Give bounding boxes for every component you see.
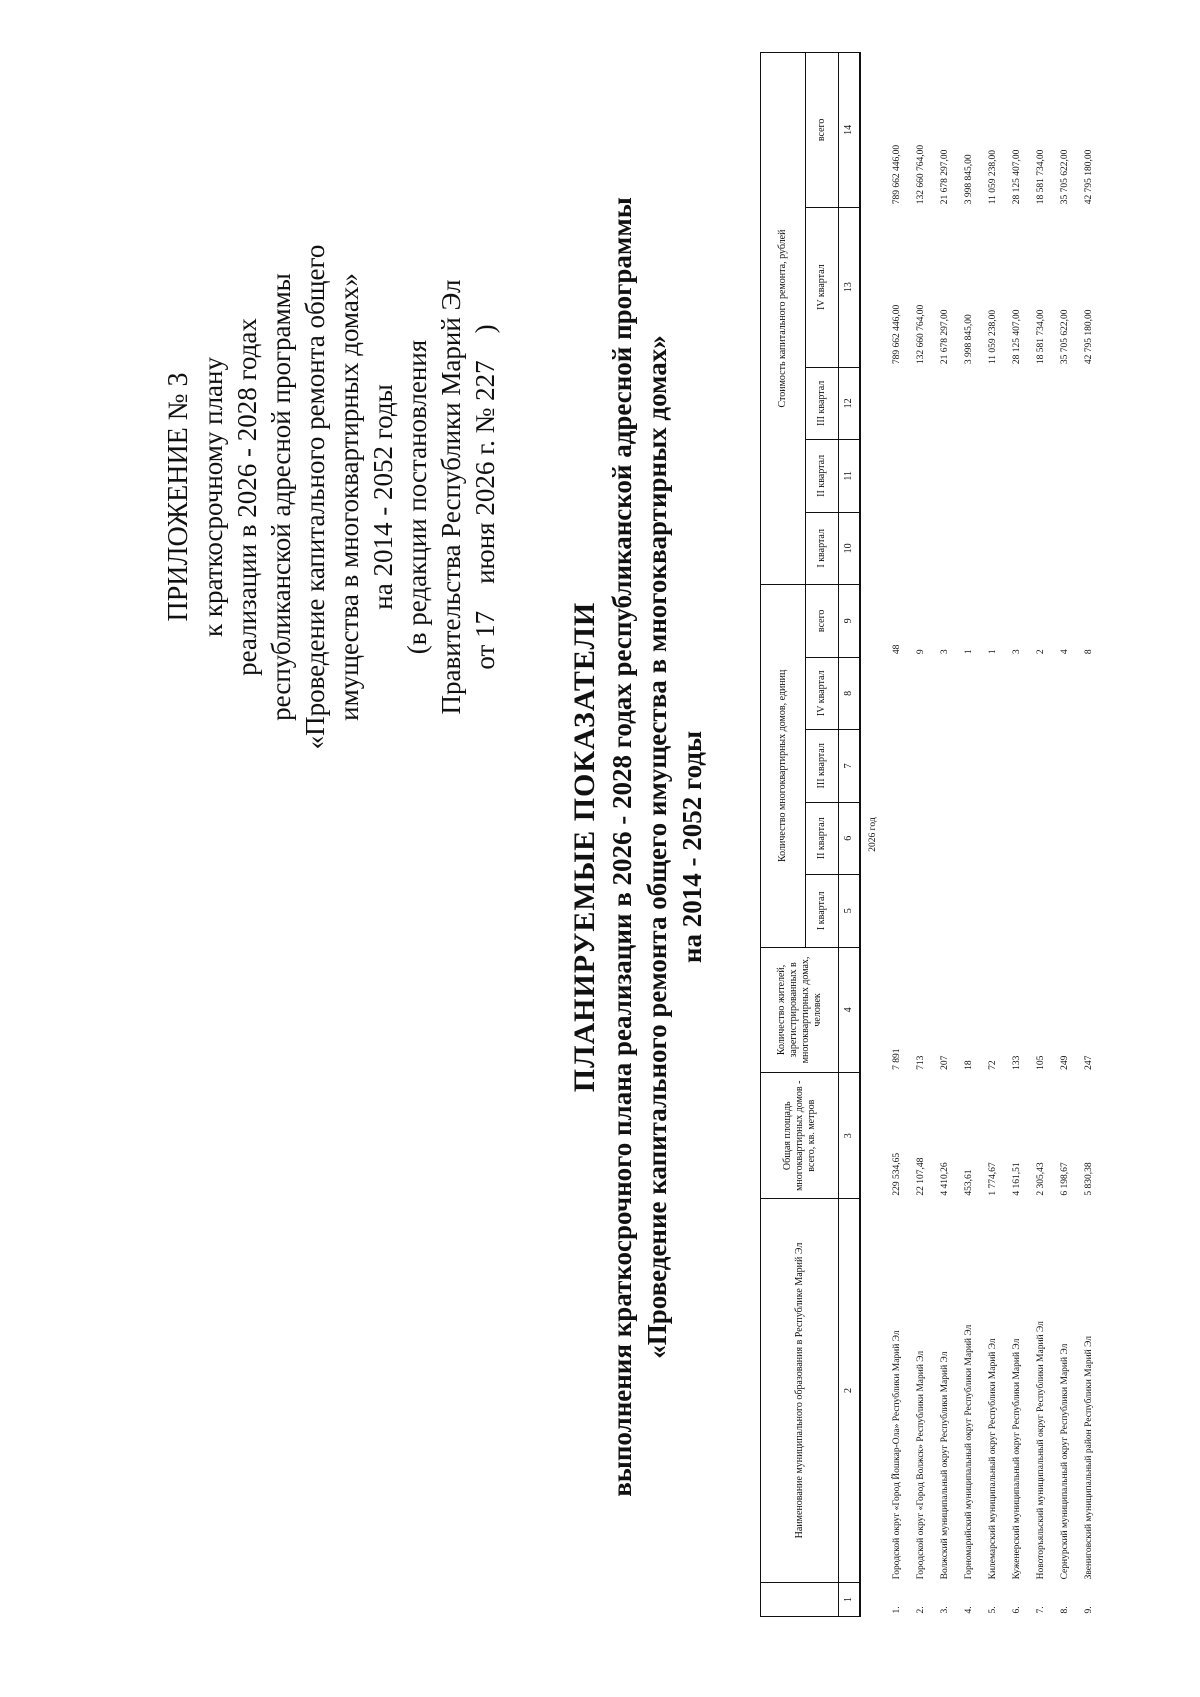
municipality-name: Новоторъяльский муниципальный округ Республики Марий Эл	[1036, 1321, 1046, 1580]
houses-total: 3	[1012, 649, 1022, 655]
houses-q3	[1029, 730, 1053, 802]
houses-q1	[1005, 875, 1029, 947]
total-area: 229 534,65	[892, 1152, 902, 1196]
houses-q2	[981, 802, 1005, 874]
municipality-name: Звениговский муниципальный район Республики Марий Эл	[1084, 1335, 1094, 1580]
annex-date-line: от 17 июня 2026 г. № 227 )	[470, 324, 500, 670]
document-subtitle: выполнения краткосрочного плана реализации в 2026 - 2028 годах республиканской адресной программы	[607, 197, 637, 1497]
header-houses-q1: I квартал	[806, 875, 839, 947]
cost-total: 132 660 764,00	[916, 144, 926, 205]
table-row	[1005, 53, 1029, 1617]
column-number: 12	[839, 367, 861, 439]
cost-q1	[1005, 512, 1029, 584]
annex-line: (в редакции постановления	[402, 339, 432, 655]
residents-count: 7 891	[892, 1048, 902, 1070]
document-subtitle: на 2014 - 2052 годы	[677, 730, 707, 964]
cost-q4: 3 998 845,00	[964, 314, 974, 365]
houses-q4	[933, 657, 957, 729]
houses-q1	[1053, 875, 1077, 947]
row-number: 1.	[892, 1606, 902, 1614]
total-area: 4 161,51	[1012, 1162, 1022, 1196]
cost-total: 789 662 446,00	[892, 144, 902, 205]
municipality-name: Городской округ «Город Волжск» Республики Марий Эл	[916, 1350, 926, 1580]
cost-q4: 21 678 297,00	[940, 309, 950, 365]
cost-q1	[981, 512, 1005, 584]
houses-q2	[933, 802, 957, 874]
cost-q1	[909, 512, 933, 584]
cost-q3	[885, 367, 909, 439]
cost-q2	[1005, 440, 1029, 512]
houses-q1	[1077, 875, 1101, 947]
column-number: 9	[839, 585, 861, 658]
cost-q2	[1077, 440, 1101, 512]
header-cost-q2: II квартал	[806, 440, 839, 512]
header-name: Наименование муниципального образования в Республике Марий Эл	[761, 1199, 839, 1583]
total-area: 22 107,48	[916, 1157, 926, 1196]
annex-line: реализации в 2026 - 2028 годах	[232, 318, 262, 676]
houses-total: 1	[988, 649, 998, 655]
row-number: 2.	[916, 1606, 926, 1614]
houses-q2	[957, 802, 981, 874]
houses-total: 3	[940, 649, 950, 655]
houses-q2	[1053, 802, 1077, 874]
cost-q3	[981, 367, 1005, 439]
houses-q4	[1077, 657, 1101, 729]
cost-total: 21 678 297,00	[940, 149, 950, 205]
cost-q2	[981, 440, 1005, 512]
cost-q4: 18 581 734,00	[1036, 309, 1046, 365]
houses-q2	[1029, 802, 1053, 874]
header-houses-group: Количество многоквартирных домов, единиц	[761, 585, 806, 947]
total-area: 1 774,67	[988, 1162, 998, 1196]
cost-total: 11 059 238,00	[988, 149, 998, 205]
cost-q4: 42 795 180,00	[1084, 309, 1094, 365]
cost-q3	[957, 367, 981, 439]
document-title-block	[565, 17, 710, 1677]
cost-q3	[909, 367, 933, 439]
cost-q3	[1053, 367, 1077, 439]
residents-count: 105	[1036, 1055, 1046, 1070]
column-number: 2	[839, 1199, 861, 1583]
municipality-name: Килемарский муниципальный округ Республики Марий Эл	[988, 1338, 998, 1580]
column-number: 1	[839, 1582, 861, 1616]
table-row	[909, 53, 933, 1617]
cost-q1	[1029, 512, 1053, 584]
annex-line: «Проведение капитального ремонта общего	[300, 244, 330, 750]
residents-count: 249	[1060, 1055, 1070, 1070]
row-number: 6.	[1012, 1606, 1022, 1614]
residents-count: 247	[1084, 1055, 1094, 1070]
header-area: Общая площадь многоквартирных домов - всего, кв. метров	[761, 1073, 839, 1199]
annex-block	[162, 187, 502, 807]
cost-q2	[1053, 440, 1077, 512]
header-residents: Количество жителей, зарегистрированных в многоквартирных домах, человек	[761, 947, 839, 1073]
houses-q3	[885, 730, 909, 802]
indicators-table	[760, 52, 1101, 1617]
table-row	[957, 53, 981, 1617]
cost-q1	[957, 512, 981, 584]
header-cost-group: Стоимость капитального ремонта, рублей	[761, 53, 806, 585]
cost-q3	[933, 367, 957, 439]
houses-q3	[1077, 730, 1101, 802]
row-number: 8.	[1060, 1606, 1070, 1614]
annex-line: на 2014 - 2052 годы	[368, 384, 398, 610]
houses-q3	[909, 730, 933, 802]
header-cost-q1: I квартал	[806, 512, 839, 584]
cost-total: 35 705 622,00	[1060, 149, 1070, 205]
cost-total: 3 998 845,00	[964, 154, 974, 205]
houses-q4	[885, 657, 909, 729]
houses-q1	[1029, 875, 1053, 947]
houses-q3	[1053, 730, 1077, 802]
header-cost-total: всего	[806, 53, 839, 208]
column-number: 7	[839, 730, 861, 802]
houses-q4	[1005, 657, 1029, 729]
houses-q2	[1077, 802, 1101, 874]
municipality-name: Городской округ «Город Йошкар-Ола» Республики Марий Эл	[892, 1330, 902, 1580]
houses-q4	[909, 657, 933, 729]
column-number: 4	[839, 947, 861, 1073]
column-number: 6	[839, 802, 861, 874]
column-number: 13	[839, 207, 861, 367]
cost-q1	[1053, 512, 1077, 584]
header-index	[761, 1582, 839, 1616]
total-area: 2 305,43	[1036, 1162, 1046, 1196]
table-row	[885, 53, 909, 1617]
houses-q1	[909, 875, 933, 947]
total-area: 453,61	[964, 1169, 974, 1196]
table-row	[1029, 53, 1053, 1617]
document-title: ПЛАНИРУЕМЫЕ ПОКАЗАТЕЛИ	[568, 601, 601, 1093]
row-number: 9.	[1084, 1606, 1094, 1614]
houses-q4	[1029, 657, 1053, 729]
row-number: 5.	[988, 1606, 998, 1614]
header-houses-q3: III квартал	[806, 730, 839, 802]
municipality-name: Куженерский муниципальный округ Республики Марий Эл	[1012, 1338, 1022, 1580]
residents-count: 713	[916, 1055, 926, 1070]
cost-total: 28 125 407,00	[1012, 149, 1022, 205]
column-number: 10	[839, 512, 861, 584]
houses-q1	[885, 875, 909, 947]
cost-q4: 789 662 446,00	[892, 304, 902, 365]
houses-q1	[933, 875, 957, 947]
houses-q3	[981, 730, 1005, 802]
header-cost-q3: III квартал	[806, 367, 839, 439]
column-number: 8	[839, 657, 861, 729]
houses-total: 2	[1036, 649, 1046, 655]
cost-q1	[1077, 512, 1101, 584]
cost-q2	[909, 440, 933, 512]
total-area: 6 198,67	[1060, 1162, 1070, 1196]
houses-total: 8	[1084, 649, 1094, 655]
cost-q2	[1029, 440, 1053, 512]
municipality-name: Горномарийский муниципальный округ Республики Марий Эл	[964, 1324, 974, 1580]
houses-q3	[957, 730, 981, 802]
cost-q3	[1029, 367, 1053, 439]
cost-q3	[1005, 367, 1029, 439]
houses-q2	[909, 802, 933, 874]
cost-q1	[933, 512, 957, 584]
document-subtitle: «Проведение капитального ремонта общего имущества в многоквартирных домах»	[642, 335, 672, 1359]
column-number: 14	[839, 53, 861, 208]
houses-total: 1	[964, 649, 974, 655]
houses-q2	[1005, 802, 1029, 874]
residents-count: 72	[988, 1060, 998, 1070]
header-houses-total: всего	[806, 585, 839, 658]
total-area: 4 410,26	[940, 1162, 950, 1196]
annex-line: имущества в многоквартирных домах»	[334, 273, 364, 721]
row-number: 4.	[964, 1606, 974, 1614]
houses-q2	[885, 802, 909, 874]
header-cost-q4: IV квартал	[806, 207, 839, 367]
houses-q3	[933, 730, 957, 802]
municipality-name: Сернурский муниципальный округ Республики Марий Эл	[1060, 1343, 1070, 1580]
cost-q1	[885, 512, 909, 584]
table-row	[1053, 53, 1077, 1617]
houses-total: 9	[916, 649, 926, 655]
annex-line: к краткосрочному плану	[198, 357, 228, 637]
houses-total: 48	[892, 644, 902, 655]
annex-line: республиканской адресной программы	[266, 273, 296, 721]
total-area: 5 830,38	[1084, 1162, 1094, 1196]
column-number: 5	[839, 875, 861, 947]
annex-line: Правительства Республики Марий Эл	[436, 279, 466, 715]
residents-count: 133	[1012, 1055, 1022, 1070]
annex-title: ПРИЛОЖЕНИЕ № 3	[163, 372, 194, 622]
year-row	[860, 53, 885, 1617]
table-row	[981, 53, 1005, 1617]
column-number: 11	[839, 440, 861, 512]
cost-q4: 28 125 407,00	[1012, 309, 1022, 365]
municipality-name: Волжский муниципальный округ Республики Марий Эл	[940, 1351, 950, 1580]
houses-q1	[981, 875, 1005, 947]
houses-q1	[957, 875, 981, 947]
cost-q3	[1077, 367, 1101, 439]
houses-q4	[981, 657, 1005, 729]
header-houses-q2: II квартал	[806, 802, 839, 874]
table-row	[1077, 53, 1101, 1617]
cost-q4: 132 660 764,00	[916, 304, 926, 365]
cost-total: 18 581 734,00	[1036, 149, 1046, 205]
cost-q4: 11 059 238,00	[988, 309, 998, 365]
column-number-row	[839, 53, 861, 1617]
residents-count: 18	[964, 1060, 974, 1070]
cost-q2	[957, 440, 981, 512]
table-row	[933, 53, 957, 1617]
cost-total: 42 795 180,00	[1084, 149, 1094, 205]
column-number: 3	[839, 1073, 861, 1199]
cost-q4: 35 705 622,00	[1060, 309, 1070, 365]
houses-q4	[1053, 657, 1077, 729]
houses-q3	[1005, 730, 1029, 802]
row-number: 7.	[1036, 1606, 1046, 1614]
cost-q2	[933, 440, 957, 512]
houses-q4	[957, 657, 981, 729]
year-label: 2026 год	[868, 817, 878, 852]
row-number: 3.	[940, 1606, 950, 1614]
cost-q2	[885, 440, 909, 512]
header-houses-q4: IV квартал	[806, 657, 839, 729]
houses-total: 4	[1060, 649, 1070, 655]
residents-count: 207	[940, 1055, 950, 1070]
